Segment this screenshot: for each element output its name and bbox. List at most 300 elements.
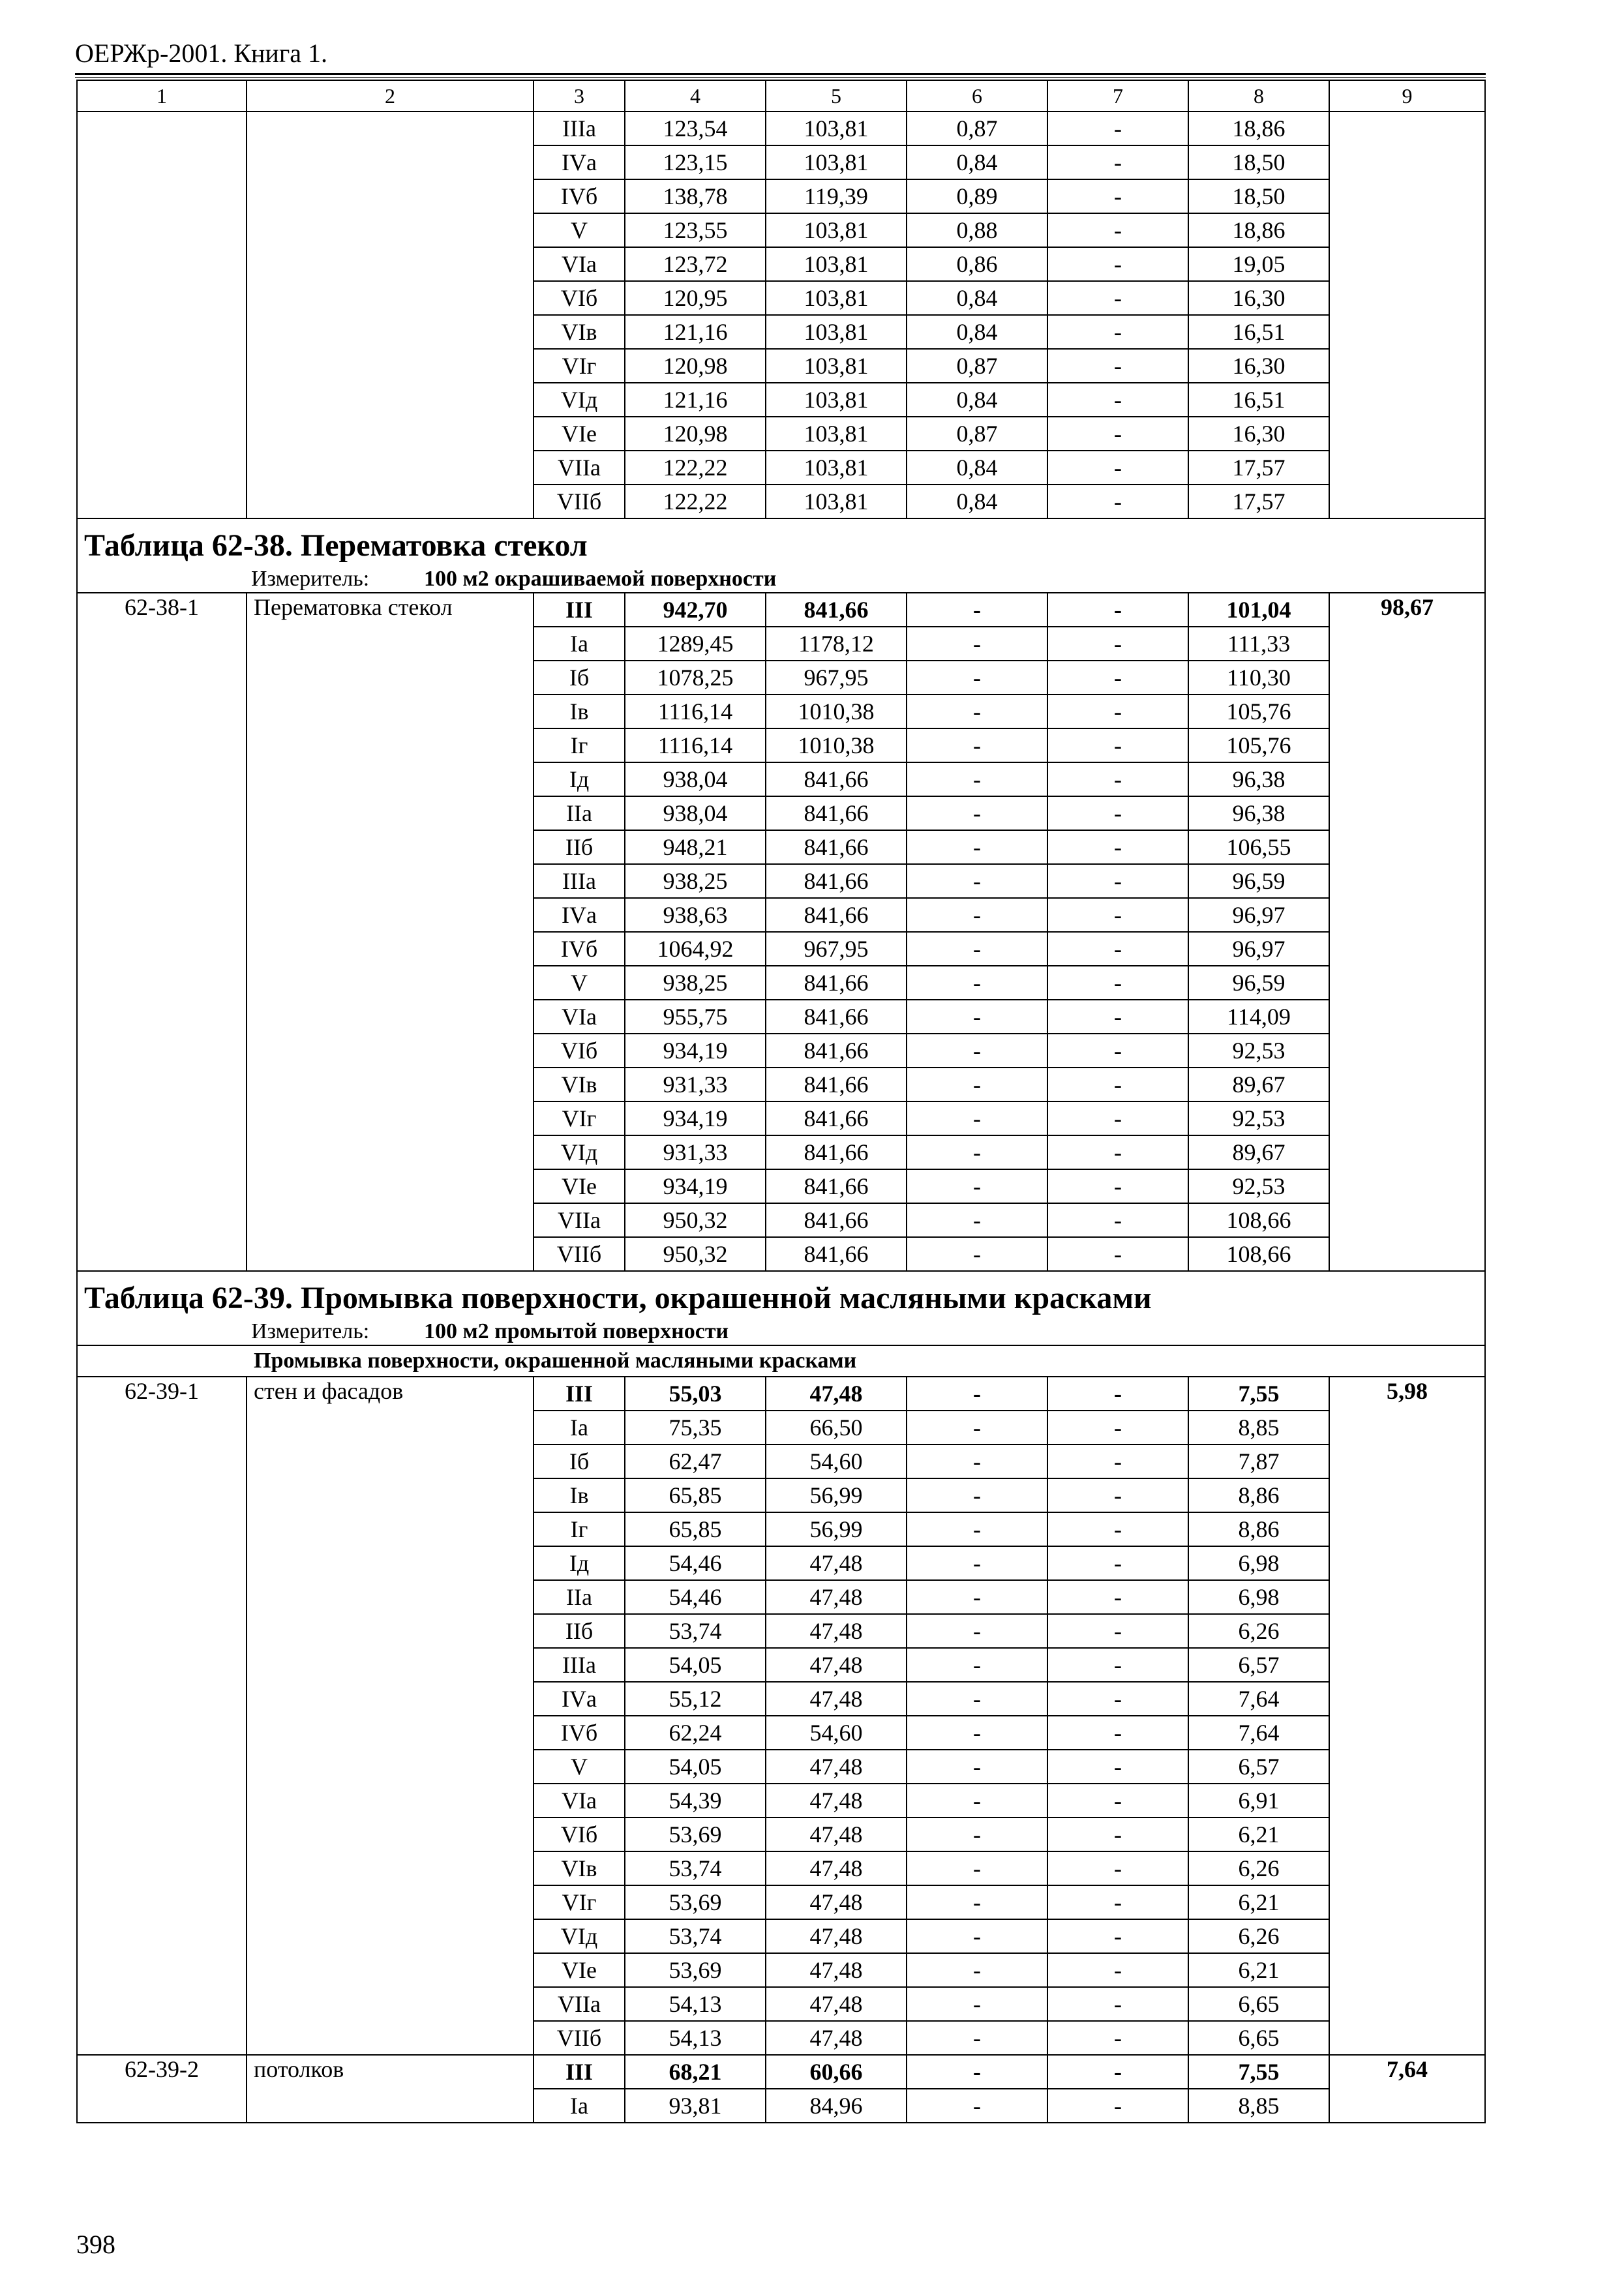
document-header: ОЕРЖр-2001. Книга 1. [75,38,327,68]
value-cell: 18,50 [1188,145,1329,179]
value-cell: - [1047,1953,1188,1987]
value-cell: 53,69 [625,1818,766,1851]
value-cell: - [1047,627,1188,661]
value-cell: 0,84 [907,383,1047,417]
value-cell: 967,95 [766,932,907,966]
value-cell: - [1047,1478,1188,1512]
value-cell: 53,74 [625,1919,766,1953]
value-cell: - [907,1135,1047,1169]
value-cell: - [1047,695,1188,728]
value-cell: 931,33 [625,1068,766,1101]
value-cell: 93,81 [625,2089,766,2123]
value-cell: - [1047,830,1188,864]
value-cell: - [1047,1101,1188,1135]
value-cell: - [1047,1444,1188,1478]
value-cell: 62,47 [625,1444,766,1478]
column-number: 6 [907,80,1047,112]
value-cell: - [1047,1818,1188,1851]
value-cell: - [1047,349,1188,383]
value-cell: 841,66 [766,1169,907,1203]
value-cell: - [1047,247,1188,281]
total-cell: 98,67 [1329,593,1485,1271]
value-cell: VIе [534,417,625,451]
value-cell: - [1047,112,1188,145]
value-cell: 6,21 [1188,1885,1329,1919]
value-cell: III [534,1377,625,1411]
value-cell: - [1047,1580,1188,1614]
value-cell: - [907,1546,1047,1580]
value-cell: 106,55 [1188,830,1329,864]
value-cell: 89,67 [1188,1068,1329,1101]
value-cell: - [1047,593,1188,627]
value-cell: - [1047,796,1188,830]
value-cell: 16,30 [1188,349,1329,383]
item-code: 62-39-2 [77,2055,247,2123]
value-cell: IIIа [534,1648,625,1682]
value-cell: 105,76 [1188,695,1329,728]
value-cell: Iв [534,695,625,728]
value-cell: VIа [534,1784,625,1818]
value-cell: - [907,1444,1047,1478]
value-cell: 68,21 [625,2055,766,2089]
value-cell: 0,84 [907,281,1047,315]
value-cell: 96,59 [1188,966,1329,1000]
value-cell: 18,86 [1188,213,1329,247]
value-cell: 6,26 [1188,1851,1329,1885]
value-cell: - [1047,1068,1188,1101]
value-cell: 110,30 [1188,661,1329,695]
value-cell: 934,19 [625,1034,766,1068]
value-cell: 6,65 [1188,1987,1329,2021]
value-cell: VIIа [534,1987,625,2021]
value-cell: 8,85 [1188,1411,1329,1444]
measure-cell [77,1316,1485,1345]
value-cell: 47,48 [766,1614,907,1648]
value-cell: 1010,38 [766,695,907,728]
value-cell: - [907,2021,1047,2055]
value-cell: - [1047,1237,1188,1271]
value-cell: 841,66 [766,1237,907,1271]
value-cell: 66,50 [766,1411,907,1444]
value-cell: 54,46 [625,1580,766,1614]
value-cell: 934,19 [625,1101,766,1135]
value-cell: 938,04 [625,762,766,796]
value-cell: IVа [534,145,625,179]
value-cell: 0,84 [907,451,1047,485]
value-cell: IIб [534,1614,625,1648]
value-cell: VIв [534,1851,625,1885]
value-cell: - [907,2055,1047,2089]
table-row [77,2055,1485,2089]
value-cell: Iа [534,2089,625,2123]
value-cell: 19,05 [1188,247,1329,281]
value-cell: 54,05 [625,1648,766,1682]
value-cell: VIIа [534,451,625,485]
value-cell: 841,66 [766,1034,907,1068]
value-cell: 96,97 [1188,898,1329,932]
value-cell: IVб [534,179,625,213]
item-name: стен и фасадов [247,1377,534,2055]
value-cell: 47,48 [766,1818,907,1851]
column-number: 4 [625,80,766,112]
value-cell: - [1047,1851,1188,1885]
value-cell: 56,99 [766,1478,907,1512]
value-cell: 7,64 [1188,1716,1329,1750]
value-cell: - [907,728,1047,762]
value-cell: 122,22 [625,451,766,485]
value-cell: - [907,627,1047,661]
value-cell: 92,53 [1188,1169,1329,1203]
value-cell: - [907,1648,1047,1682]
value-cell: - [907,1580,1047,1614]
value-cell: - [907,1512,1047,1546]
value-cell: - [1047,179,1188,213]
value-cell: 950,32 [625,1203,766,1237]
value-cell: - [1047,1682,1188,1716]
value-cell: - [1047,1614,1188,1648]
item-name [247,112,534,518]
value-cell: Iа [534,1411,625,1444]
value-cell: 103,81 [766,281,907,315]
value-cell: 123,54 [625,112,766,145]
value-cell: V [534,966,625,1000]
value-cell: VIIб [534,2021,625,2055]
value-cell: - [907,1169,1047,1203]
value-cell: - [1047,1377,1188,1411]
value-cell: VIб [534,281,625,315]
value-cell: 54,46 [625,1546,766,1580]
value-cell: - [1047,1784,1188,1818]
value-cell: 16,51 [1188,315,1329,349]
total-cell: 7,64 [1329,2055,1485,2123]
value-cell: III [534,593,625,627]
value-cell: 17,57 [1188,451,1329,485]
value-cell: 89,67 [1188,1135,1329,1169]
table-row [77,1377,1485,1411]
value-cell: - [907,1682,1047,1716]
value-cell: Iв [534,1478,625,1512]
value-cell: 103,81 [766,349,907,383]
value-cell: 123,55 [625,213,766,247]
value-cell: 54,39 [625,1784,766,1818]
value-cell: VIе [534,1169,625,1203]
value-cell: - [1047,1919,1188,1953]
value-cell: Iд [534,762,625,796]
value-cell: - [1047,2089,1188,2123]
value-cell: 1064,92 [625,932,766,966]
value-cell: 54,60 [766,1716,907,1750]
value-cell: 0,86 [907,247,1047,281]
rates-table [76,80,1486,2123]
value-cell: 47,48 [766,1648,907,1682]
item-name: Перематовка стекол [247,593,534,1271]
value-cell: 841,66 [766,1000,907,1034]
value-cell: - [1047,451,1188,485]
value-cell: 0,87 [907,349,1047,383]
value-cell: 967,95 [766,661,907,695]
value-cell: 6,57 [1188,1750,1329,1784]
value-cell: 47,48 [766,1987,907,2021]
value-cell: 955,75 [625,1000,766,1034]
value-cell: - [1047,1546,1188,1580]
value-cell: VIIб [534,1237,625,1271]
value-cell: - [907,1953,1047,1987]
value-cell: - [1047,485,1188,518]
value-cell: - [907,1203,1047,1237]
item-code: 62-38-1 [77,593,247,1271]
column-number-row [77,80,1485,112]
value-cell: - [907,1034,1047,1068]
header-rule [75,73,1486,75]
value-cell: 1116,14 [625,695,766,728]
value-cell: 103,81 [766,485,907,518]
value-cell: 18,50 [1188,179,1329,213]
value-cell: 103,81 [766,315,907,349]
value-cell: 7,55 [1188,1377,1329,1411]
column-number: 7 [1047,80,1188,112]
header-rule-thin [75,77,1486,78]
value-cell: VIIб [534,485,625,518]
measure-label: Измеритель: [251,1319,370,1343]
column-number: 1 [77,80,247,112]
value-cell: - [1047,1135,1188,1169]
value-cell: - [1047,661,1188,695]
value-cell: IIIа [534,112,625,145]
value-cell: VIд [534,1919,625,1953]
table-title: Таблица 62-39. Промывка поверхности, окрашенной масляными красками [77,1271,1485,1316]
value-cell: 6,91 [1188,1784,1329,1818]
value-cell: 1116,14 [625,728,766,762]
measure-label: Измеритель: [251,567,370,591]
value-cell: 60,66 [766,2055,907,2089]
value-cell: 108,66 [1188,1237,1329,1271]
value-cell: - [1047,1411,1188,1444]
value-cell: 108,66 [1188,1203,1329,1237]
value-cell: III [534,2055,625,2089]
value-cell: 53,69 [625,1953,766,1987]
value-cell: 841,66 [766,593,907,627]
value-cell: 103,81 [766,112,907,145]
value-cell: - [1047,315,1188,349]
value-cell: - [907,864,1047,898]
column-number: 3 [534,80,625,112]
value-cell: 96,38 [1188,796,1329,830]
value-cell: 938,04 [625,796,766,830]
table-title-row [77,518,1485,563]
value-cell: 96,59 [1188,864,1329,898]
value-cell: 0,87 [907,112,1047,145]
value-cell: VIв [534,1068,625,1101]
value-cell: 934,19 [625,1169,766,1203]
value-cell: 0,89 [907,179,1047,213]
value-cell: V [534,1750,625,1784]
value-cell: - [1047,1716,1188,1750]
value-cell: 7,87 [1188,1444,1329,1478]
value-cell: IVа [534,1682,625,1716]
value-cell: 53,74 [625,1614,766,1648]
value-cell: 65,85 [625,1478,766,1512]
value-cell: 7,55 [1188,2055,1329,2089]
value-cell: 938,25 [625,864,766,898]
value-cell: - [907,1614,1047,1648]
column-number: 8 [1188,80,1329,112]
value-cell: - [1047,1169,1188,1203]
value-cell: 92,53 [1188,1034,1329,1068]
value-cell: - [907,1000,1047,1034]
value-cell: VIг [534,349,625,383]
value-cell: - [1047,762,1188,796]
value-cell: VIв [534,315,625,349]
value-cell: VIг [534,1885,625,1919]
value-cell: 55,03 [625,1377,766,1411]
value-cell: 123,72 [625,247,766,281]
value-cell: 65,85 [625,1512,766,1546]
value-cell: - [1047,2021,1188,2055]
value-cell: 841,66 [766,830,907,864]
value-cell: - [1047,728,1188,762]
value-cell: 120,98 [625,417,766,451]
value-cell: 841,66 [766,966,907,1000]
value-cell: 6,21 [1188,1953,1329,1987]
value-cell: 54,05 [625,1750,766,1784]
value-cell: 0,84 [907,485,1047,518]
value-cell: - [1047,1750,1188,1784]
value-cell: 103,81 [766,213,907,247]
value-cell: - [1047,281,1188,315]
value-cell: 841,66 [766,762,907,796]
value-cell: - [907,1068,1047,1101]
item-code: 62-39-1 [77,1377,247,2055]
value-cell: - [1047,1512,1188,1546]
value-cell: IVб [534,1716,625,1750]
value-cell: 47,48 [766,1682,907,1716]
value-cell: 103,81 [766,451,907,485]
value-cell: - [907,661,1047,695]
value-cell: 47,48 [766,1750,907,1784]
value-cell: 96,38 [1188,762,1329,796]
value-cell: 0,84 [907,315,1047,349]
value-cell: 47,48 [766,1953,907,1987]
value-cell: 92,53 [1188,1101,1329,1135]
value-cell: - [907,2089,1047,2123]
value-cell: - [907,1377,1047,1411]
value-cell: 18,86 [1188,112,1329,145]
value-cell: - [1047,1000,1188,1034]
value-cell: 54,60 [766,1444,907,1478]
value-cell: 1078,25 [625,661,766,695]
value-cell: 841,66 [766,1203,907,1237]
value-cell: - [907,1885,1047,1919]
value-cell: 841,66 [766,1101,907,1135]
column-number: 2 [247,80,534,112]
value-cell: IIб [534,830,625,864]
value-cell: - [1047,383,1188,417]
value-cell: 942,70 [625,593,766,627]
value-cell: - [1047,864,1188,898]
value-cell: Iб [534,1444,625,1478]
value-cell: - [907,1716,1047,1750]
value-cell: VIа [534,247,625,281]
value-cell: Iа [534,627,625,661]
value-cell: 1178,12 [766,627,907,661]
value-cell: - [907,1750,1047,1784]
value-cell: VIе [534,1953,625,1987]
value-cell: - [907,762,1047,796]
value-cell: VIг [534,1101,625,1135]
value-cell: 47,48 [766,1580,907,1614]
value-cell: 8,86 [1188,1478,1329,1512]
value-cell: 1010,38 [766,728,907,762]
value-cell: 47,48 [766,1919,907,1953]
table-title: Таблица 62-38. Перематовка стекол [77,518,1485,563]
value-cell: - [907,796,1047,830]
page-number: 398 [76,2230,115,2259]
value-cell: 950,32 [625,1237,766,1271]
value-cell: - [1047,966,1188,1000]
value-cell: - [907,1411,1047,1444]
value-cell: - [907,932,1047,966]
value-cell: - [907,898,1047,932]
value-cell: 103,81 [766,417,907,451]
value-cell: 103,81 [766,145,907,179]
value-cell: 47,48 [766,1784,907,1818]
value-cell: VIб [534,1818,625,1851]
value-cell: - [1047,2055,1188,2089]
value-cell: - [1047,1034,1188,1068]
value-cell: 8,85 [1188,2089,1329,2123]
column-number: 9 [1329,80,1485,112]
value-cell: 47,48 [766,1546,907,1580]
value-cell: 16,30 [1188,281,1329,315]
value-cell: 56,99 [766,1512,907,1546]
value-cell: 120,95 [625,281,766,315]
value-cell: - [907,830,1047,864]
value-cell: 1289,45 [625,627,766,661]
value-cell: 841,66 [766,864,907,898]
value-cell: 114,09 [1188,1000,1329,1034]
value-cell: IIIа [534,864,625,898]
subheading: Промывка поверхности, окрашенной масляными красками [77,1345,1485,1377]
value-cell: - [1047,1987,1188,2021]
value-cell: 84,96 [766,2089,907,2123]
value-cell: - [1047,898,1188,932]
value-cell: 16,51 [1188,383,1329,417]
value-cell: VIа [534,1000,625,1034]
subheading-row [77,1345,1485,1377]
value-cell: 55,12 [625,1682,766,1716]
value-cell: 6,98 [1188,1580,1329,1614]
value-cell: - [907,1478,1047,1512]
value-cell: 111,33 [1188,627,1329,661]
value-cell: - [1047,932,1188,966]
table-row [77,112,1485,145]
value-cell: - [907,1919,1047,1953]
value-cell: - [1047,1648,1188,1682]
value-cell: 121,16 [625,315,766,349]
value-cell: 47,48 [766,1851,907,1885]
value-cell: 8,86 [1188,1512,1329,1546]
value-cell: 123,15 [625,145,766,179]
value-cell: V [534,213,625,247]
value-cell: Iг [534,1512,625,1546]
value-cell: IVб [534,932,625,966]
value-cell: - [907,1987,1047,2021]
value-cell: 0,87 [907,417,1047,451]
value-cell: 17,57 [1188,485,1329,518]
value-cell: 121,16 [625,383,766,417]
measure-value: 100 м2 окрашиваемой поверхности [424,567,777,591]
value-cell: 119,39 [766,179,907,213]
